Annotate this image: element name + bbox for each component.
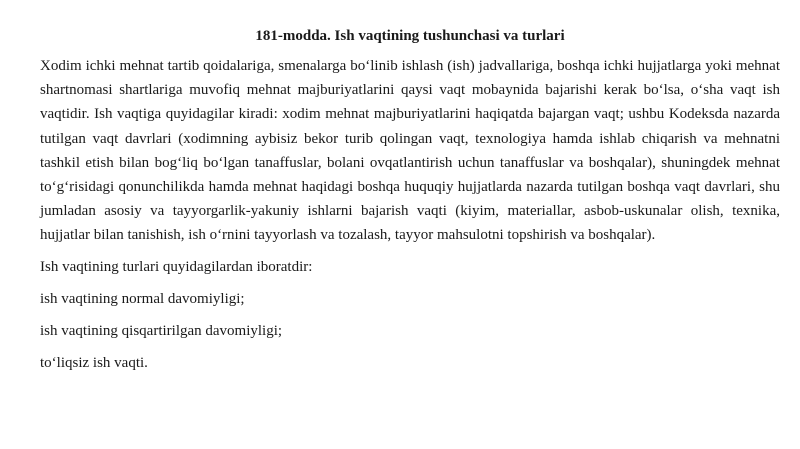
article-title: 181-modda. Ish vaqtining tushunchasi va turlari [255, 28, 565, 44]
list-item-part-time: toʻliqsiz ish vaqti. [40, 354, 148, 371]
types-intro: Ish vaqtining turlari quyidagilardan iboratdir: [40, 258, 313, 275]
list-item-reduced-duration: ish vaqtining qisqartirilgan davomiyligi; [40, 322, 283, 339]
document-page [40, 26, 780, 373]
article-paragraph: Xodim ichki mehnat tartib qoidalariga, smenalarga boʻlinib ishlash (ish) jadvallariga, boshqa ichki hujjatlarga yoki mehnat shartnomasi shartlariga muvofiq mehnat majburiyatlarini qaysi vaqt mobaynida bajarishi kerak boʻlsa, oʻsha vaqt ish vaqtidir. Ish vaqtiga quyidagilar kiradi: xodim mehnat majburiyatlarini haqiqatda bajargan vaqt; ushbu Kodeksda nazarda tutilgan vaqt davrlari (xodimning aybisiz bekor turib qolingan vaqt, texnologiya hamda ishlab chiqarish va mehnatni tashkil etish bilan bogʻliq boʻlgan tanaffuslar, bolani ovqatlantirish uchun tanaffuslar va boshqalar), shuningdek mehnat toʻgʻrisidagi qonunchilikda hamda mehnat haqidagi boshqa huquqiy hujjatlarda nazarda tutilgan boshqa vaqt davrlari, shu jumladan asosiy va tayyorgarlik-yakuniy ishlarni bajarish vaqti (kiyim, materiallar, asbob-uskunalar olish, texnika, hujjatlar bilan tanishish, ish oʻrnini tayyorlash va tozalash, tayyor mahsulotni topshirish va boshqalar). [40, 58, 780, 244]
list-item-normal-duration: ish vaqtining normal davomiyligi; [40, 290, 245, 307]
